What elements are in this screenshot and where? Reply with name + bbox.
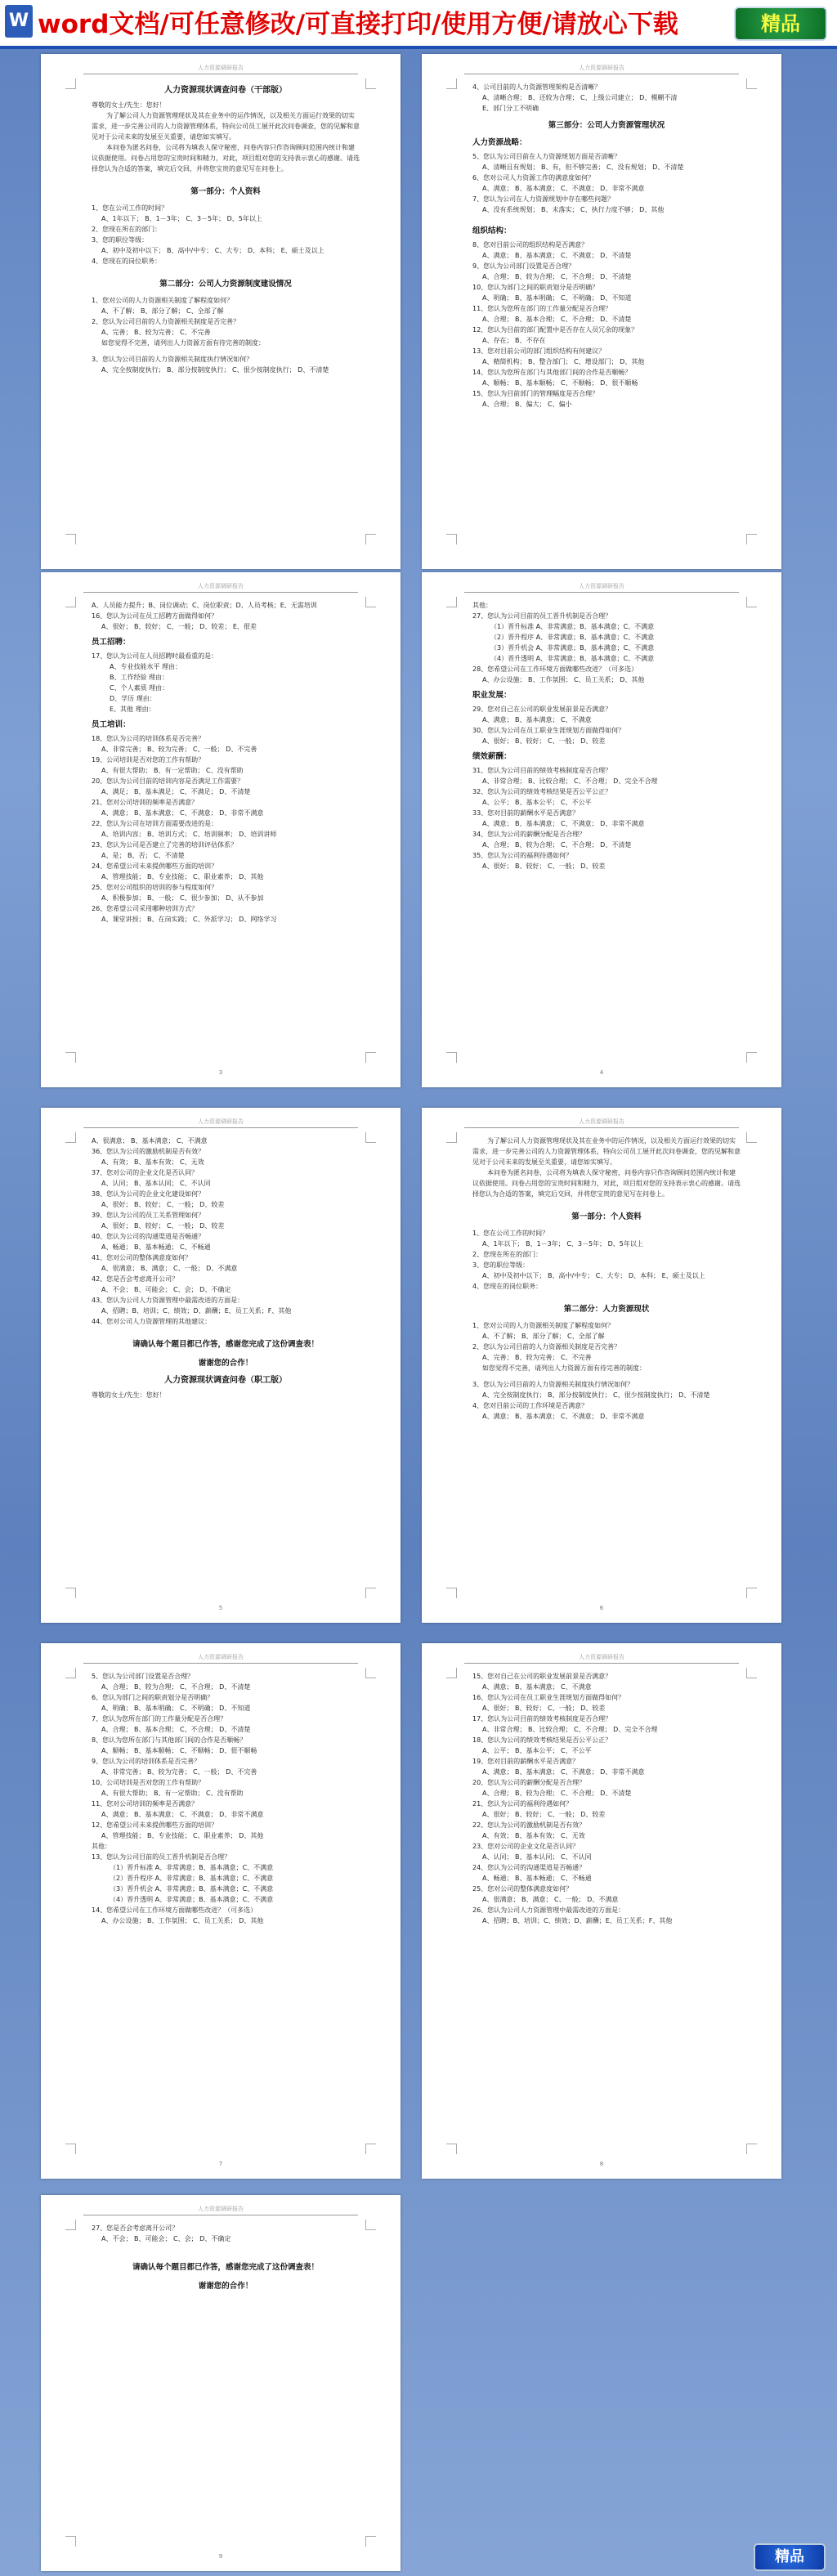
section-heading: 员工招聘： <box>92 638 131 647</box>
text-line: A、积极参加； B、一般； C、很少参加； D、从不参加 <box>101 894 264 902</box>
document-page <box>41 572 401 1087</box>
text-line: A、初中及初中以下； B、高中/中专； C、大专； D、本科； E、硕士及以上 <box>482 1272 705 1279</box>
text-line: 34、您认为公司的薪酬分配是否合理？ <box>472 831 586 838</box>
crop-mark <box>365 2220 376 2230</box>
text-line: A、培训内容； B、培训方式； C、培训频率； D、培训讲师 <box>101 831 277 838</box>
text-line: 1、您在公司工作的时间？ <box>472 1230 549 1237</box>
part-heading: 第三部分：公司人力资源管理状况 <box>548 121 665 130</box>
text-line: A、认同； B、基本认同； C、不认同 <box>482 1853 592 1861</box>
text-line: 18、您认为公司的绩效考核结果是否公平公正？ <box>472 1736 612 1744</box>
spacer <box>92 174 360 180</box>
page-body <box>92 2223 360 2297</box>
text-line: A、不会； B、可能会； C、会； D、不确定 <box>101 2235 231 2242</box>
text-line: A、合理； B、较为合理； C、不合理； D、不清楚 <box>482 273 632 280</box>
text-line: A、公平； B、基本公平； C、不公平 <box>482 1747 592 1754</box>
crop-mark <box>65 1052 76 1063</box>
footer-premium-badge: 精品 <box>754 2543 826 2571</box>
page-body <box>92 1671 360 1926</box>
text-line: A、非常合理； B、比较合理； C、不合理； D、完全不合理 <box>482 1726 658 1733</box>
text-line: 19、公司培训是否对您的工作有帮助？ <box>92 756 205 764</box>
text-line: 22、您认为公司在培训方面需要改进的是： <box>92 820 218 827</box>
paragraph: 为了解公司人力资源管理现状及其在业务中的运作情况，以及相关方面运行效果的切实需求，进一步完善公司的人力资源管理体系，特向公司员工展开此次问卷调查，您的见解和意见对于公司未来的发展至关重要，请您如实填写。 <box>472 1137 741 1166</box>
paragraph: 为了解公司人力资源管理现状及其在业务中的运作情况，以及相关方面运行效果的切实需求，进一步完善公司的人力资源管理体系，特向公司员工展开此次问卷调查，您的见解和意见对于公司未来的发展至关重要，请您如实填写。 <box>92 112 360 141</box>
page-number: 8 <box>599 2161 604 2167</box>
crop-mark <box>446 1588 457 1598</box>
text-line: A、完善； B、较为完善； C、不完善 <box>482 1354 592 1361</box>
text-line: A、合理； B、偏大； C、偏小 <box>482 401 572 408</box>
crop-mark <box>365 1588 376 1598</box>
text-line: 24、您希望公司未来提供哪些方面的培训？ <box>92 862 218 870</box>
page-number: 9 <box>218 2553 223 2560</box>
text-line: 尊敬的女士/先生：您好！ <box>92 101 166 109</box>
text-line: 如您觉得不完善，请列出人力资源方面有待完善的制度： <box>482 1364 646 1372</box>
text-line: 12、您希望公司未来提供哪些方面的培训？ <box>92 1821 218 1829</box>
text-line: 14、您希望公司在工作环境方面做哪些改进？（可多选） <box>92 1906 257 1914</box>
text-line: 40、您认为公司的沟通渠道是否畅通？ <box>92 1233 205 1240</box>
text-line: 其他： <box>472 602 492 609</box>
page-body <box>472 600 741 871</box>
text-line: 22、您认为公司的激励机制是否有效？ <box>472 1821 586 1829</box>
page-number: 3 <box>218 1069 223 1076</box>
text-line: A、管理技能； B、专业技能； C、职业素养； D、其他 <box>101 873 264 880</box>
text-line: 21、您对公司培训的频率是否满意？ <box>92 799 199 806</box>
text-line: A、顺畅； B、基本顺畅； C、不顺畅； D、很不顺畅 <box>482 379 638 387</box>
text-line: A、认同； B、基本认同； C、不认同 <box>101 1180 211 1187</box>
document-page <box>422 1643 781 2179</box>
text-line: 44、您对公司人力资源管理的其他建议： <box>92 1318 212 1325</box>
crop-mark <box>746 1052 757 1063</box>
text-line: 23、您认为公司是否建立了完善的培训评估体系？ <box>92 841 238 849</box>
page-number: 6 <box>599 1605 604 1611</box>
text-line: 20、您认为公司的薪酬分配是否合理？ <box>472 1779 586 1786</box>
page-body <box>472 1136 741 1422</box>
text-line: A、合理； B、较为合理； C、不合理； D、不清楚 <box>482 841 632 849</box>
text-line: A、办公设施； B、工作氛围； C、员工关系； D、其他 <box>101 1917 264 1924</box>
text-line: 13、您认为公司目前的员工晋升机制是否合理？ <box>92 1853 231 1861</box>
page-number: 4 <box>599 1069 604 1076</box>
paragraph: 本问卷为匿名问卷，公司将为填表人保守秘密，问卷内容只作咨询顾问范围内统计和建议依据使用。问卷占用您的宝贵时间和精力，对此，项目组对您的支持表示衷心的感谢。请选择您认为合适的答案，填完后交回，并将您宝贵的意见写在问卷上。 <box>92 144 360 172</box>
header-rule <box>464 1127 739 1128</box>
text-line: A、很好； B、较好； C、一般； D、较差 <box>482 737 606 745</box>
text-line: 17、您认为公司目前的绩效考核制度是否合理？ <box>472 1715 612 1723</box>
text-line: 1、您对公司的人力资源相关制度了解程度如何？ <box>472 1322 615 1329</box>
text-line: A、是； B、否； C、不清楚 <box>101 852 185 859</box>
crop-mark <box>446 2144 457 2154</box>
crop-mark <box>365 2536 376 2547</box>
text-line: 33、您对目前的薪酬水平是否满意？ <box>472 809 580 817</box>
spacer <box>92 348 360 354</box>
text-line: A、有很大帮助； B、有一定帮助； C、没有帮助 <box>101 767 244 774</box>
text-line: C、个人素质 理由： <box>110 684 169 692</box>
document-page <box>41 1108 401 1623</box>
section-heading: 人力资源战略： <box>472 138 527 147</box>
text-line: （2）晋升程序 A、非常满意；B、基本满意；C、不满意 <box>110 1875 274 1882</box>
text-line: A、合理； B、较为合理； C、不合理； D、不清楚 <box>482 1790 632 1797</box>
part-heading: 第二部分：公司人力资源制度建设情况 <box>159 280 292 289</box>
text-line: 5、您认为公司部门设置是否合理？ <box>92 1673 195 1680</box>
crop-mark <box>746 534 757 544</box>
page-number: 7 <box>218 2161 223 2167</box>
text-line: A、没有系统规划； B、未落实； C、执行力度不够； D、其他 <box>482 206 665 213</box>
text-line: 16、您认为公司在员工招聘方面做得如何？ <box>92 612 218 620</box>
document-page <box>422 54 781 569</box>
text-line: 25、您对公司的整体满意度如何？ <box>472 1885 573 1893</box>
page-header: 人力资源调研报告 <box>579 65 624 71</box>
text-line: 其他： <box>92 1843 111 1850</box>
text-line: 11、您对公司培训的频率是否满意？ <box>92 1800 199 1808</box>
text-line: A、满足； B、基本满足； C、不满足； D、不清楚 <box>101 788 251 795</box>
text-line: 39、您认为公司的员工关系管理如何？ <box>92 1212 205 1219</box>
text-line: （1）晋升标准 A、非常满意；B、基本满意；C、不满意 <box>490 623 655 630</box>
text-line: A、1年以下； B、1－3年； C、3－5年； D、5年以上 <box>101 215 262 222</box>
text-line: A、1年以下； B、1－3年； C、3－5年； D、5年以上 <box>482 1240 643 1248</box>
text-line: 23、您对公司的企业文化是否认同？ <box>472 1843 580 1850</box>
text-line: 2、您认为公司目前的人力资源相关制度是否完善？ <box>472 1343 621 1351</box>
text-line: 尊敬的女士/先生：您好！ <box>92 1391 166 1399</box>
text-line: 4、公司目前的人力资源管理架构是否清晰？ <box>472 83 602 91</box>
text-line: A、有很大帮助； B、有一定帮助； C、没有帮助 <box>101 1790 244 1797</box>
text-line: A、满意； B、基本满意； C、不满意； D、非常不满意 <box>482 820 645 827</box>
text-line: 28、您希望公司在工作环境方面做哪些改进？（可多选） <box>472 665 638 673</box>
text-line: A、明确； B、基本明确； C、不明确； D、不知道 <box>482 294 632 302</box>
crop-mark <box>365 1668 376 1678</box>
text-line: A、明确； B、基本明确； C、不明确； D、不知道 <box>101 1705 251 1712</box>
banner-text: word文档/可任意修改/可直接打印/使用方便/请放心下载 <box>38 10 678 39</box>
text-line: 6、您认为部门之间的职责划分是否明确？ <box>92 1694 214 1701</box>
text-line: A、满意； B、基本满意； C、不满意； D、非常不满意 <box>482 1768 645 1776</box>
crop-mark <box>746 1132 757 1143</box>
text-line: A、办公设施； B、工作氛围； C、员工关系； D、其他 <box>482 676 645 683</box>
text-line: 如您觉得不完善，请列出人力资源方面有待完善的制度： <box>101 339 265 347</box>
text-line: A、招聘；B、培训；C、绩效；D、薪酬；E、员工关系；F、其他 <box>101 1307 292 1315</box>
document-page <box>41 54 401 569</box>
text-line: E、部门分工不明确 <box>482 105 539 112</box>
text-line: A、人员能力提升；B、岗位调动；C、岗位职责；D、人员考核；E、无需培训 <box>92 602 317 609</box>
text-line: （3）晋升机会 A、非常满意；B、基本满意；C、不满意 <box>490 644 655 652</box>
page-body <box>472 82 741 410</box>
text-line: A、很满意； B、基本满意； C、不满意 <box>92 1137 208 1145</box>
text-line: A、有效； B、基本有效； C、无效 <box>101 1158 204 1166</box>
page-header: 人力资源调研报告 <box>198 1118 244 1125</box>
text-line: A、精简机构； B、整合部门； C、增设部门； D、其他 <box>482 358 645 365</box>
text-line: A、满意； B、基本满意； C、不满意； D、不清楚 <box>482 252 632 259</box>
text-line: A、清晰且有规划； B、有，但不够完善； C、没有规划； D、不清楚 <box>482 164 684 171</box>
text-line: 26、您认为公司人力资源管理中最需改进的方面是： <box>472 1906 625 1914</box>
premium-badge: 精品 <box>734 7 827 41</box>
page-body <box>92 600 360 925</box>
text-line: 7、您认为公司在人力资源规划中存在哪些问题？ <box>472 195 615 203</box>
crop-mark <box>65 2220 76 2230</box>
text-line: 9、您认为公司的培训体系是否完善？ <box>92 1758 201 1765</box>
text-line: 17、您认为公司在人员招聘时最看重的是： <box>92 652 218 660</box>
text-line: E、其他 理由： <box>110 706 155 713</box>
crop-mark <box>746 1588 757 1598</box>
text-line: （2）晋升程序 A、非常满意；B、基本满意；C、不满意 <box>490 634 655 641</box>
text-line: 8、您对目前公司的组织结构是否满意？ <box>472 241 589 249</box>
text-line: A、管理技能； B、专业技能； C、职业素养； D、其他 <box>101 1832 264 1839</box>
spacer <box>92 1327 360 1333</box>
section-heading: 职业发展： <box>472 691 512 700</box>
document-page <box>41 1643 401 2179</box>
text-line: A、畅通； B、基本畅通； C、不畅通 <box>101 1243 211 1251</box>
document-page <box>422 572 781 1087</box>
crop-mark <box>446 1132 457 1143</box>
spacer <box>472 1373 741 1379</box>
text-line: 9、您认为公司部门设置是否合理？ <box>472 262 575 270</box>
text-line: A、专业技能水平 理由： <box>110 663 182 670</box>
text-line: 20、您认为公司目前的培训内容是否满足工作需要？ <box>92 777 244 785</box>
text-line: B、工作经验 理由： <box>110 674 169 681</box>
header-rule <box>83 1663 358 1664</box>
text-line: 14、您认为您所在部门与其他部门间的合作是否顺畅？ <box>472 369 632 376</box>
text-line: A、很好； B、较好； C、一般； D、较差 <box>482 1811 606 1818</box>
text-line: 2、您现在所在的部门： <box>472 1251 543 1258</box>
promo-banner <box>0 0 837 49</box>
text-line: 25、您对公司组织的培训的参与程度如何？ <box>92 884 218 891</box>
section-heading: 员工培训： <box>92 720 131 729</box>
crop-mark <box>446 1668 457 1678</box>
crop-mark <box>446 78 457 89</box>
text-line: 21、您认为公司的福利待遇如何？ <box>472 1800 573 1808</box>
text-line: A、很满意； B、满意； C、一般； D、不满意 <box>101 1265 238 1272</box>
crop-mark <box>746 2144 757 2154</box>
part-heading: 谢谢您的合作！ <box>198 2282 253 2291</box>
crop-mark <box>746 1668 757 1678</box>
document-page <box>422 1108 781 1623</box>
crop-mark <box>446 534 457 544</box>
text-line: 19、您对目前的薪酬水平是否满意？ <box>472 1758 580 1765</box>
text-line: 1、您对公司的人力资源相关制度了解程度如何？ <box>92 297 234 304</box>
text-line: A、满意； B、基本满意； C、不满意； D、非常不满意 <box>482 185 645 192</box>
part-heading: 请确认每个题目都已作答，感谢您完成了这份调查表！ <box>132 1340 319 1349</box>
text-line: 30、您认为公司在员工职业生涯规划方面做得如何？ <box>472 727 625 734</box>
part-heading: 第一部分：个人资料 <box>190 187 261 196</box>
text-line: A、非常完善； B、较为完善； C、一般； D、不完善 <box>101 1768 257 1776</box>
page-header: 人力资源调研报告 <box>198 65 244 71</box>
page-body <box>92 1136 360 1400</box>
text-line: （4）晋升透明 A、非常满意；B、基本满意；C、不满意 <box>490 655 655 662</box>
text-line: A、公平； B、基本公平； C、不公平 <box>482 799 592 806</box>
document-page <box>41 2195 401 2571</box>
text-line: 27、您是否会考虑离开公司？ <box>92 2224 179 2232</box>
text-line: （1）晋升标准 A、非常满意；B、基本满意；C、不满意 <box>110 1864 274 1871</box>
text-line: 5、您认为公司目前在人力资源规划方面是否清晰？ <box>472 153 621 160</box>
page-header: 人力资源调研报告 <box>579 1118 624 1125</box>
crop-mark <box>446 1052 457 1063</box>
page-header: 人力资源调研报告 <box>579 583 624 589</box>
section-heading: 组织结构： <box>472 226 512 235</box>
text-line: 12、您认为目前的部门配置中是否存在人员冗余的现象？ <box>472 326 638 334</box>
text-line: 36、您认为公司的激励机制是否有效？ <box>92 1148 205 1155</box>
text-line: 32、您认为公司的绩效考核结果是否公平公正？ <box>472 788 612 795</box>
text-line: D、学历 理由： <box>110 695 156 702</box>
text-line: A、初中及初中以下； B、高中/中专； C、大专； D、本科； E、硕士及以上 <box>101 247 325 254</box>
text-line: 6、您对公司人力资源工作的满意度如何？ <box>472 174 595 181</box>
header-rule <box>464 592 739 593</box>
text-line: 15、您对自己在公司的职业发展前景是否满意？ <box>472 1673 612 1680</box>
text-line: A、不了解； B、部分了解； C、全部了解 <box>482 1333 605 1340</box>
text-line: 10、公司培训是否对您的工作有帮助？ <box>92 1779 205 1786</box>
text-line: 13、您对目前公司的部门组织结构有何建议？ <box>472 347 606 355</box>
text-line: A、满意； B、基本满意； C、不满意 <box>482 716 592 724</box>
text-line: 2、您认为公司目前的人力资源相关制度是否完善？ <box>92 318 240 325</box>
crop-mark <box>65 2144 76 2154</box>
spacer <box>92 2250 360 2256</box>
crop-mark <box>446 597 457 607</box>
page-header: 人力资源调研报告 <box>579 1654 624 1660</box>
text-line: 26、您希望公司采用哪种培训方式？ <box>92 905 199 912</box>
text-line: 31、您认为公司目前的绩效考核制度是否合理？ <box>472 767 612 774</box>
text-line: A、完全按制度执行； B、部分按制度执行； C、很少按制度执行； D、不清楚 <box>482 1391 710 1399</box>
page-number: 5 <box>218 1605 223 1611</box>
page-header: 人力资源调研报告 <box>198 583 244 589</box>
spacer <box>92 267 360 272</box>
crop-mark <box>65 78 76 89</box>
part-heading: 请确认每个题目都已作答，感谢您完成了这份调查表！ <box>132 2263 319 2272</box>
text-line: 18、您认为公司的培训体系是否完善？ <box>92 735 205 742</box>
text-line: 4、您对目前公司的工作环境是否满意？ <box>472 1402 589 1409</box>
text-line: A、不了解； B、部分了解； C、全部了解 <box>101 307 224 315</box>
text-line: 43、您认为公司人力资源管理中最需改进的方面是： <box>92 1297 244 1304</box>
text-line: 41、您对公司的整体满意度如何？ <box>92 1254 192 1261</box>
text-line: 8、您认为您所在部门与其他部门间的合作是否顺畅？ <box>92 1736 247 1744</box>
crop-mark <box>365 1132 376 1143</box>
page-header: 人力资源调研报告 <box>198 1654 244 1660</box>
text-line: A、畅通； B、基本畅通； C、不畅通 <box>482 1875 592 1882</box>
crop-mark <box>65 1132 76 1143</box>
crop-mark <box>365 2144 376 2154</box>
text-line: A、非常合理； B、比较合理； C、不合理； D、完全不合理 <box>482 777 658 785</box>
text-line: 11、您认为您所在部门的工作量分配是否合理？ <box>472 305 612 312</box>
crop-mark <box>65 597 76 607</box>
text-line: A、不会； B、可能会； C、会； D、不确定 <box>101 1286 231 1293</box>
text-line: A、很好； B、较好； C、一般； D、较差 <box>101 1222 225 1230</box>
text-line: 1、您在公司工作的时间？ <box>92 204 168 212</box>
crop-mark <box>365 1052 376 1063</box>
text-line: A、顺畅； B、基本顺畅； C、不顺畅； D、很不顺畅 <box>101 1747 257 1754</box>
text-line: （4）晋升透明 A、非常满意；B、基本满意；C、不满意 <box>110 1896 274 1903</box>
text-line: 35、您认为公司的福利待遇如何？ <box>472 852 573 859</box>
crop-mark <box>746 78 757 89</box>
part-heading: 第一部分：个人资料 <box>571 1212 642 1221</box>
text-line: 29、您对自己在公司的职业发展前景是否满意？ <box>472 706 612 713</box>
text-line: 15、您认为目前部门的管理幅度是否合理？ <box>472 390 599 397</box>
spacer <box>472 215 741 221</box>
text-line: 4、您现在的岗位职务： <box>92 258 162 265</box>
text-line: A、很满意； B、满意； C、一般； D、不满意 <box>482 1896 619 1903</box>
spacer <box>472 1292 741 1297</box>
text-line: A、存在； B、不存在 <box>482 337 546 344</box>
crop-mark <box>65 1668 76 1678</box>
crop-mark <box>365 597 376 607</box>
text-line: 3、您认为公司目前的人力资源相关制度执行情况如何？ <box>92 356 253 363</box>
header-rule <box>83 1127 358 1128</box>
text-line: （3）晋升机会 A、非常满意；B、基本满意；C、不满意 <box>110 1885 274 1893</box>
text-line: A、满意； B、基本满意； C、不满意； D、非常不满意 <box>101 1811 264 1818</box>
doc-title: 人力资源现状调查问卷（干部版） <box>164 86 287 95</box>
text-line: A、完善； B、较为完善； C、不完善 <box>101 329 211 336</box>
word-icon: W <box>5 5 33 38</box>
text-line: A、非常完善； B、较为完善； C、一般； D、不完善 <box>101 746 257 753</box>
spacer <box>92 2244 360 2250</box>
crop-mark <box>65 2536 76 2547</box>
crop-mark <box>65 1588 76 1598</box>
crop-mark <box>365 534 376 544</box>
text-line: A、完全按制度执行； B、部分按制度执行； C、很少按制度执行； D、不清楚 <box>101 366 329 374</box>
text-line: A、很好； B、较好； C、一般； D、较差 <box>482 862 606 870</box>
text-line: 27、您认为公司目前的员工晋升机制是否合理？ <box>472 612 612 620</box>
text-line: 16、您认为公司在员工职业生涯规划方面做得如何？ <box>472 1694 625 1701</box>
text-line: A、很好； B、较好； C、一般； D、较差； E、很差 <box>101 623 257 630</box>
text-line: 2、您现在所在的部门： <box>92 226 162 233</box>
text-line: A、合理； B、较为合理； C、不合理； D、不清楚 <box>101 1683 251 1691</box>
text-line: A、课堂讲授； B、在岗实践； C、外派学习； D、网络学习 <box>101 916 277 923</box>
text-line: 3、您的职位等级： <box>472 1261 530 1269</box>
text-line: 24、您认为公司的沟通渠道是否畅通？ <box>472 1864 586 1871</box>
text-line: A、清晰合理； B、还较为合理； C、上级公司建立； D、模糊不清 <box>482 94 678 101</box>
text-line: 7、您认为您所在部门的工作量分配是否合理？ <box>92 1715 227 1723</box>
header-rule <box>83 592 358 593</box>
doc-title: 人力资源现状调查问卷（职工版） <box>164 1376 287 1385</box>
page-body <box>92 82 360 375</box>
header-rule <box>464 1663 739 1664</box>
text-line: 10、您认为部门之间的职责划分是否明确？ <box>472 284 599 291</box>
text-line: A、满意； B、基本满意； C、不满意； D、非常不满意 <box>101 809 264 817</box>
text-line: 38、您认为公司的企业文化建设如何？ <box>92 1190 205 1198</box>
page-header: 人力资源调研报告 <box>198 2206 244 2212</box>
text-line: A、很好； B、较好； C、一般； D、较差 <box>482 1705 606 1712</box>
paragraph: 本问卷为匿名问卷，公司将为填表人保守秘密，问卷内容只作咨询顾问范围内统计和建议依据使用。问卷占用您的宝贵时间和精力，对此，项目组对您的支持表示衷心的感谢。请选择您认为合适的答案，填完后交回，并将您宝贵的意见写在问卷上。 <box>472 1169 741 1198</box>
text-line: A、满意； B、基本满意； C、不满意 <box>482 1683 592 1691</box>
part-heading: 谢谢您的合作！ <box>198 1359 253 1368</box>
text-line: A、招聘；B、培训；C、绩效；D、薪酬；E、员工关系；F、其他 <box>482 1917 673 1924</box>
section-heading: 绩效薪酬： <box>472 752 512 761</box>
text-line: A、有效； B、基本有效； C、无效 <box>482 1832 585 1839</box>
text-line: 42、您是否会考虑离开公司？ <box>92 1275 179 1283</box>
spacer <box>472 1199 741 1205</box>
text-line: A、合理； B、基本合理； C、不合理； D、不清楚 <box>101 1726 251 1733</box>
crop-mark <box>365 78 376 89</box>
page-body <box>472 1671 741 1926</box>
text-line: 4、您现在的岗位职务： <box>472 1283 543 1290</box>
text-line: A、合理； B、基本合理； C、不合理； D、不清楚 <box>482 316 632 323</box>
crop-mark <box>746 597 757 607</box>
text-line: 3、您的职位等级： <box>92 236 149 244</box>
text-line: 3、您认为公司目前的人力资源相关制度执行情况如何？ <box>472 1381 634 1388</box>
text-line: 37、您对公司的企业文化是否认同？ <box>92 1169 199 1176</box>
text-line: A、满意； B、基本满意； C、不满意； D、非常不满意 <box>482 1413 645 1420</box>
crop-mark <box>65 534 76 544</box>
part-heading: 第二部分：人力资源现状 <box>563 1305 650 1314</box>
text-line: A、很好； B、较好； C、一般； D、较差 <box>101 1201 225 1208</box>
